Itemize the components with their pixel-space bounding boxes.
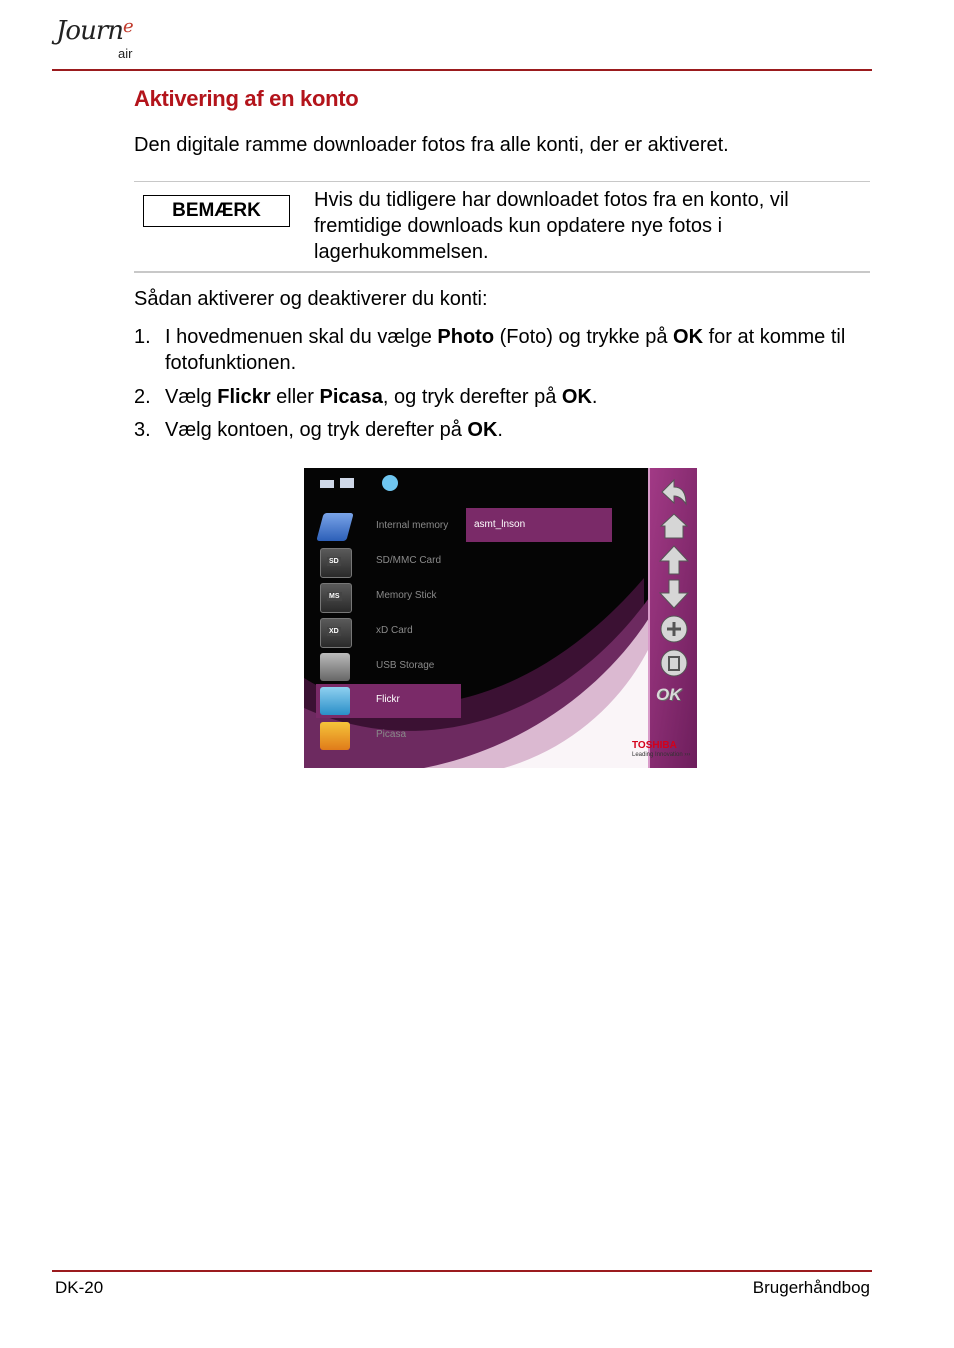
memory-stick-icon: MS: [320, 583, 352, 613]
section-title: Aktivering af en konto: [134, 86, 359, 111]
menu-item-sd-mmc-card[interactable]: SD SD/MMC Card: [316, 545, 461, 579]
home-icon: [658, 510, 690, 542]
status-icons: [318, 474, 408, 494]
ok-button[interactable]: OK: [656, 685, 682, 704]
usb-icon: [320, 653, 350, 681]
menu-item-memory-stick[interactable]: MS Memory Stick: [316, 580, 461, 614]
menu-item-usb-storage[interactable]: USB Storage: [316, 650, 461, 684]
menu-item-picasa[interactable]: Picasa: [316, 719, 461, 753]
brand-tagline: Leading Innovation ›››: [632, 752, 691, 758]
home-button[interactable]: [658, 510, 690, 542]
photo-frame-screenshot: [304, 468, 697, 768]
arrow-down-icon: [658, 578, 690, 610]
instructions-lead: Sådan aktiverer og deaktiverer du konti:: [134, 288, 488, 310]
back-button[interactable]: [658, 476, 690, 508]
delete-button[interactable]: [658, 647, 690, 679]
header-rule: [52, 69, 872, 71]
down-button[interactable]: [658, 578, 690, 610]
intro-text: Den digitale ramme downloader fotos fra alle konti, der er aktiveret.: [134, 134, 729, 156]
toshiba-logo: TOSHIBA: [632, 740, 677, 751]
xd-card-icon: XD: [320, 618, 352, 648]
page-number: DK-20: [55, 1278, 104, 1297]
note-badge: BEMÆRK: [143, 195, 290, 227]
menu-item-flickr[interactable]: Flickr: [316, 684, 461, 718]
menu-item-internal-memory[interactable]: Internal memory: [316, 510, 461, 544]
note-top-rule: [134, 181, 870, 182]
footer-rule: [52, 1270, 872, 1272]
book-title: Brugerhåndbog: [752, 1278, 870, 1297]
journe-air-logo: Journ$^e$ air: [56, 16, 133, 61]
add-button[interactable]: [658, 613, 690, 645]
arrow-up-icon: [658, 544, 690, 576]
note-bottom-rule: [134, 271, 870, 273]
account-item[interactable]: asmt_lnson: [466, 508, 612, 542]
memory-chip-icon: [316, 513, 354, 541]
sd-card-icon: SD: [320, 548, 352, 578]
menu-item-xd-card[interactable]: XD xD Card: [316, 615, 461, 649]
flickr-icon: [320, 687, 350, 715]
note-text: Hvis du tidligere har downloadet fotos fra en konto, vil fremtidige downloads kun opdatere nye fotos i lagerhukommelsen.: [314, 189, 789, 263]
back-arrow-icon: [658, 476, 690, 508]
picasa-icon: [320, 722, 350, 750]
up-button[interactable]: [658, 544, 690, 576]
connection-status-icon: [318, 474, 408, 494]
trash-icon: [658, 647, 690, 679]
plus-icon: [658, 613, 690, 645]
